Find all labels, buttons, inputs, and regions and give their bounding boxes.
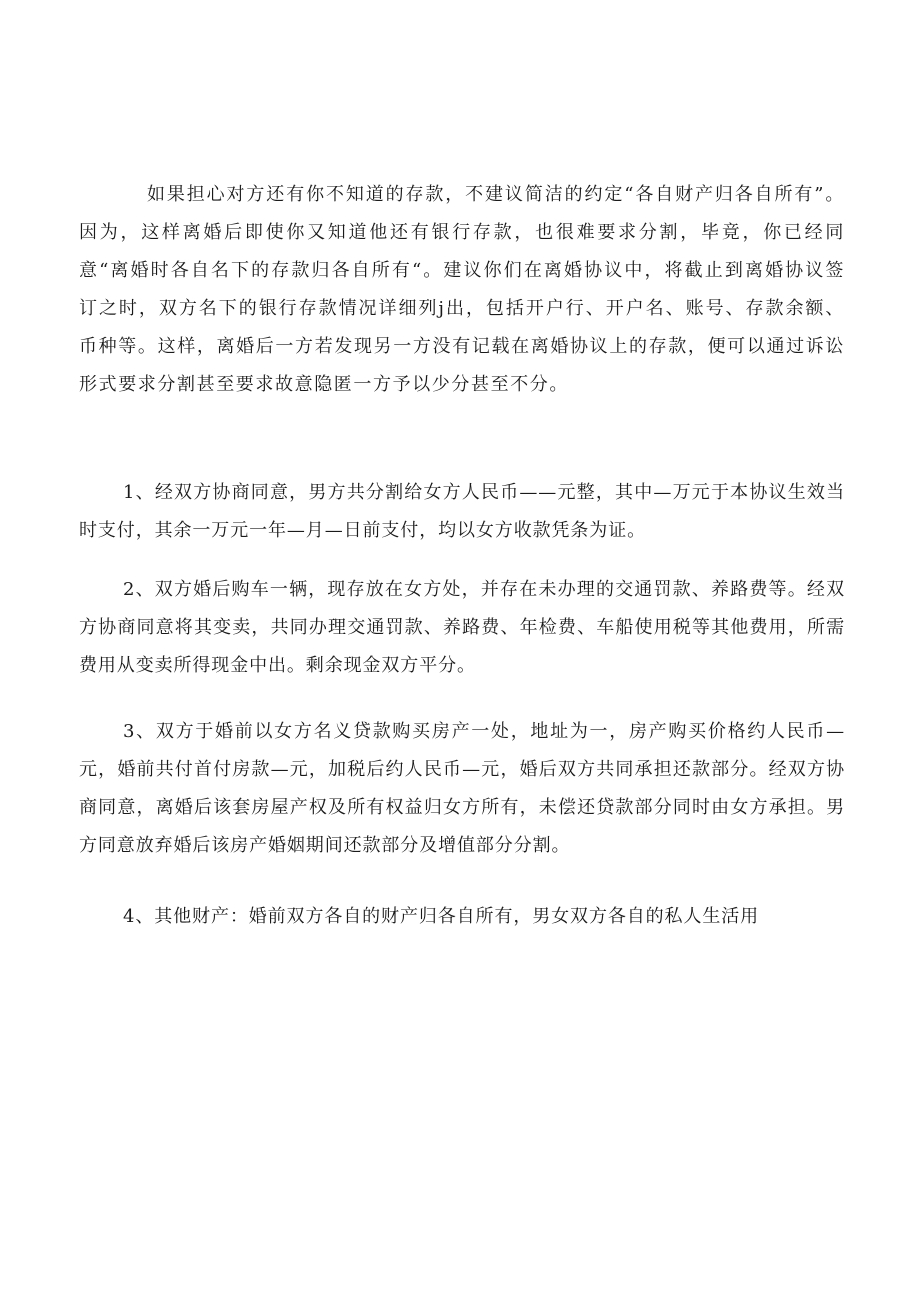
- clause-1-paragraph: 1、经双方协商同意，男方共分割给女方人民币——元整，其中—万元于本协议生效当时支付，其余一万元一年—月—日前支付，均以女方收款凭条为证。: [79, 482, 845, 541]
- intro-paragraph: 如果担心对方还有你不知道的存款，不建议简洁的约定“各自财产归各自所有”。因为，这样离婚后即使你又知道他还有银行存款，也很难要求分割，毕竟，你已经同意“离婚时各自名下的存款归各自所有“。建议你们在离婚协议中，将截止到离婚协议签订之时，双方名下的银行存款情况详细列j出，包括开户行、开户名、账号、存款余额、币种等。这样，离婚后一方若发现另一方没有记载在离婚协议上的存款，便可以通过诉讼形式要求分割甚至要求故意隐匿一方予以少分甚至不分。: [79, 184, 845, 395]
- clause-4-paragraph: 4、其他财产：婚前双方各自的财产归各自所有，男女双方各自的私人生活用: [123, 906, 760, 927]
- clause-2-paragraph: 2、双方婚后购车一辆，现存放在女方处，并存在未办理的交通罚款、养路费等。经双方协商同意将其变卖，共同办理交通罚款、养路费、年检费、车船使用税等其他费用，所需费用从变卖所得现金中出。剩余现金双方平分。: [79, 579, 845, 676]
- clause-3-paragraph: 3、双方于婚前以女方名义贷款购买房产一处，地址为一，房产购买价格约人民币—元，婚前共付首付房款—元，加税后约人民币—元，婚后双方共同承担还款部分。经双方协商同意，离婚后该套房屋产权及所有权益归女方所有，未偿还贷款部分同时由女方承担。男方同意放弃婚后该房产婚姻期间还款部分及增值部分分割。: [79, 721, 845, 856]
